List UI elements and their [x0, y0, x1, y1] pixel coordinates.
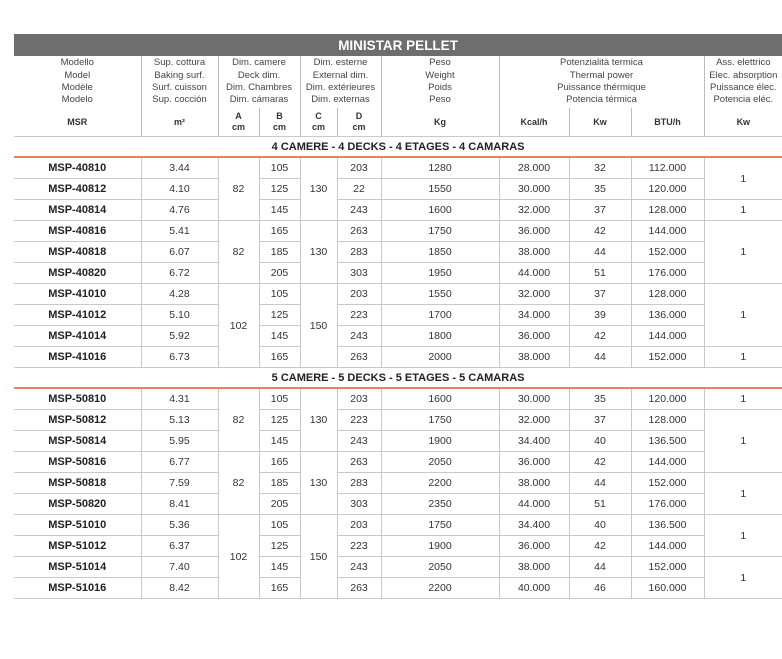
- table-row: [14, 388, 782, 410]
- chamber-dim-a: 82: [218, 157, 259, 221]
- table-row: [14, 221, 782, 242]
- baking-surface: 5.95: [141, 431, 218, 452]
- power-kcal: 32.000: [499, 410, 569, 431]
- external-dim-d: 243: [337, 431, 381, 452]
- power-kw: 37: [569, 410, 631, 431]
- table-row: [14, 200, 782, 221]
- model-code: MSP-41016: [14, 347, 141, 368]
- chamber-dim-b: 185: [259, 473, 300, 494]
- model-code: MSP-50820: [14, 494, 141, 515]
- power-kcal: 36.000: [499, 452, 569, 473]
- external-dim-c: 130: [300, 221, 337, 284]
- external-dim-d: 283: [337, 473, 381, 494]
- power-kw: 37: [569, 200, 631, 221]
- unit-c: C cm: [300, 108, 337, 137]
- unit-kw: Kw: [569, 108, 631, 137]
- weight-kg: 1280: [381, 157, 499, 179]
- power-kw: 44: [569, 242, 631, 263]
- chamber-dim-b: 125: [259, 305, 300, 326]
- weight-kg: 1900: [381, 536, 499, 557]
- chamber-dim-b: 205: [259, 494, 300, 515]
- spec-table: [14, 34, 782, 599]
- external-dim-d: 203: [337, 388, 381, 410]
- header-chambers: Dim. camere Deck dim. Dim. Chambres Dim. cámaras: [218, 56, 300, 108]
- section-title: 5 CAMERE - 5 DECKS - 5 ETAGES - 5 CAMARAS: [14, 368, 782, 389]
- spec-table-container: [14, 34, 778, 599]
- weight-kg: 1750: [381, 410, 499, 431]
- external-dim-d: 263: [337, 452, 381, 473]
- baking-surface: 6.72: [141, 263, 218, 284]
- chamber-dim-a: 102: [218, 284, 259, 368]
- power-kcal: 30.000: [499, 388, 569, 410]
- model-code: MSP-51014: [14, 557, 141, 578]
- power-kcal: 34.400: [499, 515, 569, 536]
- power-btu: 144.000: [631, 221, 704, 242]
- weight-kg: 1550: [381, 179, 499, 200]
- model-code: MSP-50816: [14, 452, 141, 473]
- table-row: [14, 263, 782, 284]
- header-weight: Peso Weight Poids Peso: [381, 56, 499, 108]
- baking-surface: 7.40: [141, 557, 218, 578]
- external-dim-c: 150: [300, 515, 337, 599]
- power-btu: 136.500: [631, 431, 704, 452]
- table-row: [14, 410, 782, 431]
- model-code: MSP-40810: [14, 157, 141, 179]
- power-kw: 32: [569, 157, 631, 179]
- power-btu: 120.000: [631, 388, 704, 410]
- power-kw: 40: [569, 515, 631, 536]
- chamber-dim-a: 82: [218, 221, 259, 284]
- table-row: [14, 326, 782, 347]
- baking-surface: 5.13: [141, 410, 218, 431]
- table-row: [14, 452, 782, 473]
- external-dim-d: 223: [337, 536, 381, 557]
- model-code: MSP-51016: [14, 578, 141, 599]
- chamber-dim-a: 102: [218, 515, 259, 599]
- weight-kg: 1700: [381, 305, 499, 326]
- external-dim-d: 263: [337, 221, 381, 242]
- table-row: [14, 578, 782, 599]
- power-kw: 42: [569, 326, 631, 347]
- unit-elec-kw: Kw: [704, 108, 782, 137]
- model-code: MSP-50818: [14, 473, 141, 494]
- table-row: [14, 431, 782, 452]
- external-dim-d: 243: [337, 200, 381, 221]
- elec-absorption: 1: [704, 515, 782, 557]
- power-kw: 40: [569, 431, 631, 452]
- section-row: [14, 368, 782, 389]
- unit-row: [14, 108, 782, 137]
- unit-a: A cm: [218, 108, 259, 137]
- table-row: [14, 284, 782, 305]
- power-kcal: 44.000: [499, 263, 569, 284]
- table-body: [14, 34, 782, 599]
- power-kw: 51: [569, 494, 631, 515]
- chamber-dim-b: 165: [259, 347, 300, 368]
- elec-absorption: 1: [704, 200, 782, 221]
- baking-surface: 7.59: [141, 473, 218, 494]
- elec-absorption: 1: [704, 557, 782, 599]
- external-dim-d: 283: [337, 242, 381, 263]
- external-dim-c: 130: [300, 388, 337, 452]
- table-row: [14, 157, 782, 179]
- model-code: MSP-41014: [14, 326, 141, 347]
- power-btu: 144.000: [631, 536, 704, 557]
- power-btu: 112.000: [631, 157, 704, 179]
- table-row: [14, 536, 782, 557]
- weight-kg: 1600: [381, 200, 499, 221]
- power-btu: 176.000: [631, 494, 704, 515]
- power-kw: 51: [569, 263, 631, 284]
- weight-kg: 2050: [381, 452, 499, 473]
- model-code: MSP-50812: [14, 410, 141, 431]
- power-btu: 128.000: [631, 200, 704, 221]
- elec-absorption: 1: [704, 473, 782, 515]
- model-code: MSP-40814: [14, 200, 141, 221]
- table-title: MINISTAR PELLET: [14, 34, 782, 56]
- power-kw: 42: [569, 536, 631, 557]
- header-elec: Ass. elettrico Elec. absorption Puissance élec. Potencia eléc.: [704, 56, 782, 108]
- weight-kg: 2000: [381, 347, 499, 368]
- model-code: MSP-51010: [14, 515, 141, 536]
- unit-msr: MSR: [67, 116, 88, 127]
- external-dim-c: 150: [300, 284, 337, 368]
- elec-absorption: 1: [704, 157, 782, 200]
- baking-surface: 6.37: [141, 536, 218, 557]
- power-kcal: 32.000: [499, 284, 569, 305]
- baking-surface: 6.77: [141, 452, 218, 473]
- weight-kg: 1850: [381, 242, 499, 263]
- unit-kg: Kg: [381, 108, 499, 137]
- power-kcal: 40.000: [499, 578, 569, 599]
- power-btu: 120.000: [631, 179, 704, 200]
- power-btu: 176.000: [631, 263, 704, 284]
- unit-d: D cm: [337, 108, 381, 137]
- power-kw: 35: [569, 388, 631, 410]
- power-kw: 42: [569, 221, 631, 242]
- model-code: MSP-41012: [14, 305, 141, 326]
- power-kw: 39: [569, 305, 631, 326]
- external-dim-d: 22: [337, 179, 381, 200]
- model-code: MSP-50814: [14, 431, 141, 452]
- external-dim-d: 223: [337, 305, 381, 326]
- power-btu: 128.000: [631, 284, 704, 305]
- external-dim-d: 203: [337, 157, 381, 179]
- external-dim-d: 243: [337, 326, 381, 347]
- power-kw: 35: [569, 179, 631, 200]
- baking-surface: 5.10: [141, 305, 218, 326]
- chamber-dim-b: 205: [259, 263, 300, 284]
- baking-surface: 6.73: [141, 347, 218, 368]
- baking-surface: 5.41: [141, 221, 218, 242]
- model-code: MSP-51012: [14, 536, 141, 557]
- baking-surface: 3.44: [141, 157, 218, 179]
- chamber-dim-b: 105: [259, 388, 300, 410]
- weight-kg: 1600: [381, 388, 499, 410]
- model-code: MSP-41010: [14, 284, 141, 305]
- baking-surface: 8.41: [141, 494, 218, 515]
- weight-kg: 1750: [381, 515, 499, 536]
- table-row: [14, 494, 782, 515]
- weight-kg: 1950: [381, 263, 499, 284]
- elec-absorption: 1: [704, 388, 782, 410]
- table-row: [14, 473, 782, 494]
- power-kw: 44: [569, 473, 631, 494]
- baking-surface: 4.28: [141, 284, 218, 305]
- elec-absorption: 1: [704, 284, 782, 347]
- external-dim-d: 203: [337, 515, 381, 536]
- baking-surface: 4.31: [141, 388, 218, 410]
- header-model: Modello Model Modèle Modelo: [60, 57, 94, 106]
- power-btu: 136.000: [631, 305, 704, 326]
- power-kcal: 38.000: [499, 347, 569, 368]
- baking-surface: 5.36: [141, 515, 218, 536]
- chamber-dim-b: 145: [259, 557, 300, 578]
- external-dim-d: 203: [337, 284, 381, 305]
- chamber-dim-a: 82: [218, 452, 259, 515]
- chamber-dim-b: 125: [259, 179, 300, 200]
- elec-absorption: 1: [704, 221, 782, 284]
- table-row: [14, 347, 782, 368]
- elec-absorption: 1: [704, 410, 782, 473]
- baking-surface: 4.76: [141, 200, 218, 221]
- power-kcal: 34.400: [499, 431, 569, 452]
- power-btu: 136.500: [631, 515, 704, 536]
- weight-kg: 1750: [381, 221, 499, 242]
- power-btu: 152.000: [631, 347, 704, 368]
- power-kcal: 38.000: [499, 242, 569, 263]
- power-kw: 46: [569, 578, 631, 599]
- external-dim-c: 130: [300, 452, 337, 515]
- chamber-dim-b: 105: [259, 515, 300, 536]
- weight-kg: 2200: [381, 473, 499, 494]
- header-power: Potenzialità termica Thermal power Puissance thérmique Potencia térmica: [499, 56, 704, 108]
- chamber-dim-b: 165: [259, 452, 300, 473]
- external-dim-d: 243: [337, 557, 381, 578]
- power-kw: 44: [569, 347, 631, 368]
- external-dim-d: 263: [337, 347, 381, 368]
- header-row: [14, 56, 782, 108]
- table-row: [14, 515, 782, 536]
- chamber-dim-a: 82: [218, 388, 259, 452]
- section-row: [14, 137, 782, 158]
- weight-kg: 2200: [381, 578, 499, 599]
- power-kcal: 28.000: [499, 157, 569, 179]
- chamber-dim-b: 105: [259, 157, 300, 179]
- unit-kcal: Kcal/h: [499, 108, 569, 137]
- power-btu: 152.000: [631, 473, 704, 494]
- header-surface: Sup. cottura Baking surf. Surf. cuisson Sup. cocción: [141, 56, 218, 108]
- external-dim-d: 303: [337, 494, 381, 515]
- unit-b: B cm: [259, 108, 300, 137]
- baking-surface: 8.42: [141, 578, 218, 599]
- chamber-dim-b: 185: [259, 242, 300, 263]
- external-dim-d: 263: [337, 578, 381, 599]
- model-code: MSP-40812: [14, 179, 141, 200]
- power-kcal: 36.000: [499, 221, 569, 242]
- power-btu: 144.000: [631, 452, 704, 473]
- power-btu: 152.000: [631, 242, 704, 263]
- unit-m2: m²: [141, 108, 218, 137]
- power-kw: 44: [569, 557, 631, 578]
- model-code: MSP-50810: [14, 388, 141, 410]
- chamber-dim-b: 165: [259, 221, 300, 242]
- weight-kg: 2350: [381, 494, 499, 515]
- baking-surface: 5.92: [141, 326, 218, 347]
- table-row: [14, 179, 782, 200]
- table-row: [14, 242, 782, 263]
- power-btu: 152.000: [631, 557, 704, 578]
- weight-kg: 1550: [381, 284, 499, 305]
- power-kcal: 44.000: [499, 494, 569, 515]
- model-code: MSP-40816: [14, 221, 141, 242]
- table-row: [14, 557, 782, 578]
- external-dim-c: 130: [300, 157, 337, 221]
- elec-absorption: 1: [704, 347, 782, 368]
- external-dim-d: 303: [337, 263, 381, 284]
- power-kcal: 36.000: [499, 326, 569, 347]
- model-code: MSP-40820: [14, 263, 141, 284]
- power-kcal: 36.000: [499, 536, 569, 557]
- baking-surface: 4.10: [141, 179, 218, 200]
- power-kcal: 38.000: [499, 473, 569, 494]
- chamber-dim-b: 125: [259, 536, 300, 557]
- power-kcal: 32.000: [499, 200, 569, 221]
- power-kw: 37: [569, 284, 631, 305]
- unit-btu: BTU/h: [631, 108, 704, 137]
- weight-kg: 1800: [381, 326, 499, 347]
- chamber-dim-b: 145: [259, 200, 300, 221]
- chamber-dim-b: 145: [259, 326, 300, 347]
- weight-kg: 2050: [381, 557, 499, 578]
- power-kcal: 38.000: [499, 557, 569, 578]
- chamber-dim-b: 125: [259, 410, 300, 431]
- power-kcal: 34.000: [499, 305, 569, 326]
- chamber-dim-b: 105: [259, 284, 300, 305]
- chamber-dim-b: 145: [259, 431, 300, 452]
- power-btu: 128.000: [631, 410, 704, 431]
- power-btu: 160.000: [631, 578, 704, 599]
- table-row: [14, 305, 782, 326]
- power-kw: 42: [569, 452, 631, 473]
- power-btu: 144.000: [631, 326, 704, 347]
- model-code: MSP-40818: [14, 242, 141, 263]
- weight-kg: 1900: [381, 431, 499, 452]
- chamber-dim-b: 165: [259, 578, 300, 599]
- section-title: 4 CAMERE - 4 DECKS - 4 ETAGES - 4 CAMARAS: [14, 137, 782, 158]
- header-external: Dim. esterne External dim. Dim. extérieures Dim. externas: [300, 56, 381, 108]
- baking-surface: 6.07: [141, 242, 218, 263]
- power-kcal: 30.000: [499, 179, 569, 200]
- external-dim-d: 223: [337, 410, 381, 431]
